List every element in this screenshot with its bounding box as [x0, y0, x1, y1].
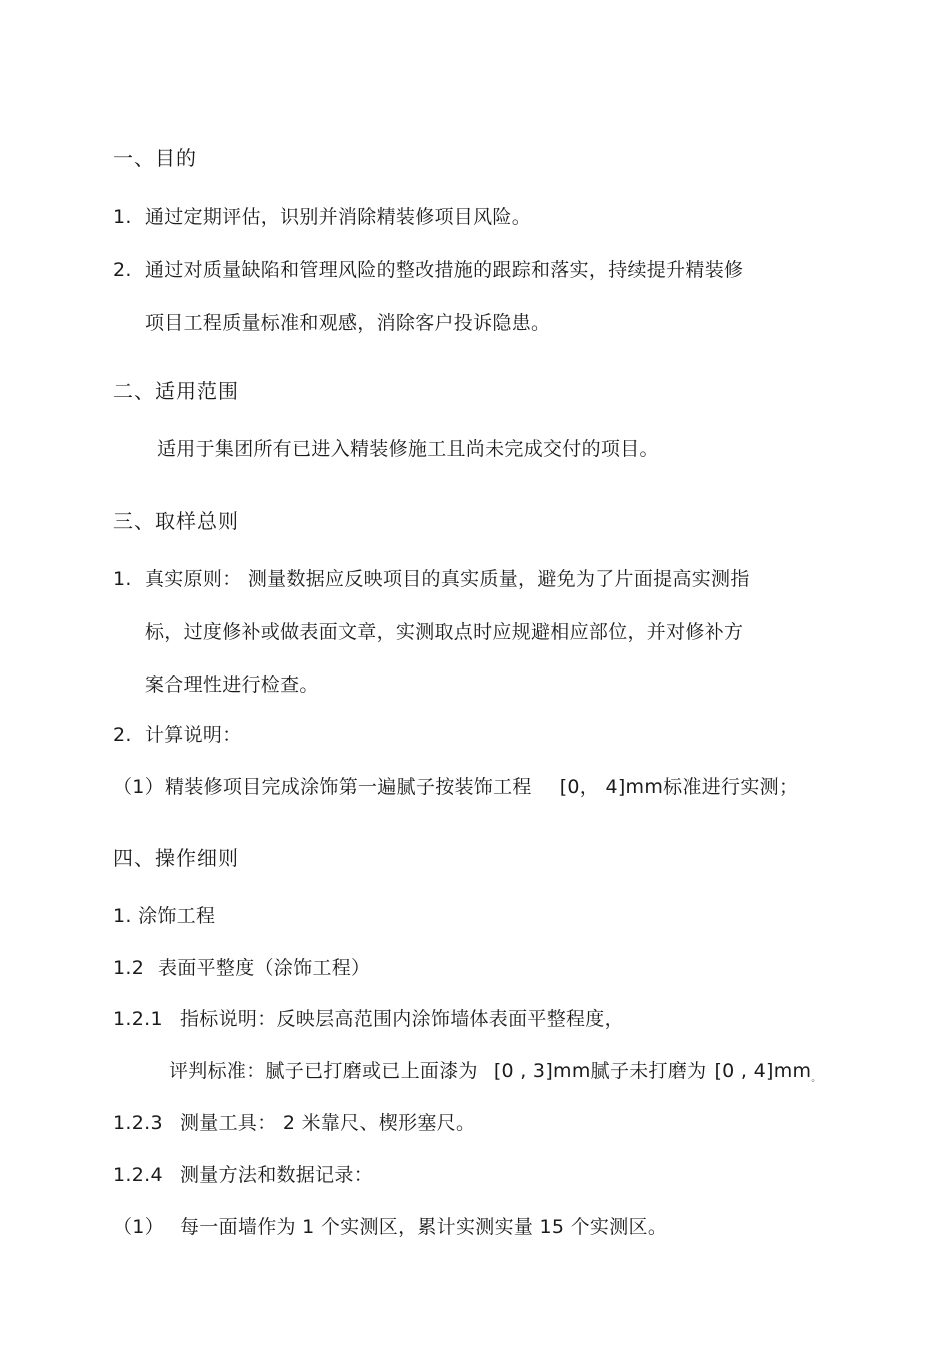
clause-number: 1.2.1	[113, 1008, 163, 1030]
sub-item-number: （1）	[113, 776, 164, 798]
item-text: 真实原则： 测量数据应反映项目的真实质量，避免为了片面提高实测指	[145, 568, 750, 590]
scope-text: 适用于集团所有已进入精装修施工且尚未完成交付的项目。	[157, 438, 659, 460]
clause-number: 1.2.4	[113, 1164, 163, 1186]
sampling-item-1-cont-2: 案合理性进行检查。	[145, 674, 319, 696]
purpose-item-1	[113, 204, 531, 230]
item-text: 通过定期评估，识别并消除精装修项目风险。	[145, 206, 532, 228]
sub-item-range: [0， 4]mm标准进行实测；	[559, 776, 799, 798]
criteria-label-2: 腻子未打磨为	[590, 1060, 707, 1082]
ops-criteria	[169, 1058, 821, 1092]
clause-text: 测量工具： 2 米靠尺、楔形塞尺。	[180, 1112, 476, 1134]
sub-item-text: 每一面墙作为 1 个实测区，累计实测实量 15 个实测区。	[180, 1216, 668, 1238]
item-number: 1.	[113, 206, 132, 228]
clause-text: 测量方法和数据记录：	[180, 1164, 374, 1186]
item-text: 通过对质量缺陷和管理风险的整改措施的跟踪和落实，持续提升精装修	[145, 259, 744, 281]
section-heading-scope: 二、适用范围	[113, 379, 239, 403]
sampling-item-1	[113, 566, 750, 592]
ops-line-1-2-3	[113, 1110, 475, 1136]
clause-number: 1.2.3	[113, 1112, 163, 1134]
section-heading-purpose: 一、目的	[113, 146, 197, 170]
ops-line-1-2	[113, 955, 370, 981]
purpose-item-2	[113, 257, 743, 283]
criteria-label: 评判标准：腻子已打磨或已上面漆为	[169, 1060, 478, 1082]
item-number: 2.	[113, 724, 132, 746]
sub-item-number: （1）	[113, 1216, 164, 1238]
section-heading-sampling: 三、取样总则	[113, 509, 239, 533]
clause-text: 指标说明：反映层高范围内涂饰墙体表面平整程度，	[180, 1008, 624, 1030]
sampling-item-2	[113, 722, 242, 748]
item-number: 1.	[113, 568, 132, 590]
criteria-range-1: [0 , 3]mm	[493, 1060, 591, 1082]
ops-line-1-2-4	[113, 1162, 373, 1188]
criteria-end: 。	[811, 1074, 821, 1084]
sampling-item-1-cont-1: 标，过度修补或做表面文章，实测取点时应规避相应部位，并对修补方	[145, 621, 744, 643]
clause-text: 表面平整度（涂饰工程）	[158, 957, 371, 979]
item-number: 2.	[113, 259, 132, 281]
sampling-sub-item-1	[113, 774, 798, 800]
purpose-item-2-cont: 项目工程质量标准和观感，消除客户投诉隐患。	[145, 312, 551, 334]
criteria-range-2: [0 , 4]mm	[714, 1060, 812, 1082]
ops-line-1-2-1	[113, 1006, 624, 1032]
clause-number: 1.2	[113, 957, 145, 979]
section-heading-operations: 四、操作细则	[113, 846, 239, 870]
sub-item-text: 精装修项目完成涂饰第一遍腻子按装饰工程	[165, 776, 532, 798]
item-text: 计算说明：	[145, 724, 242, 746]
ops-line-1: 1. 涂饰工程	[113, 905, 216, 927]
ops-sub-item-1	[113, 1214, 667, 1240]
